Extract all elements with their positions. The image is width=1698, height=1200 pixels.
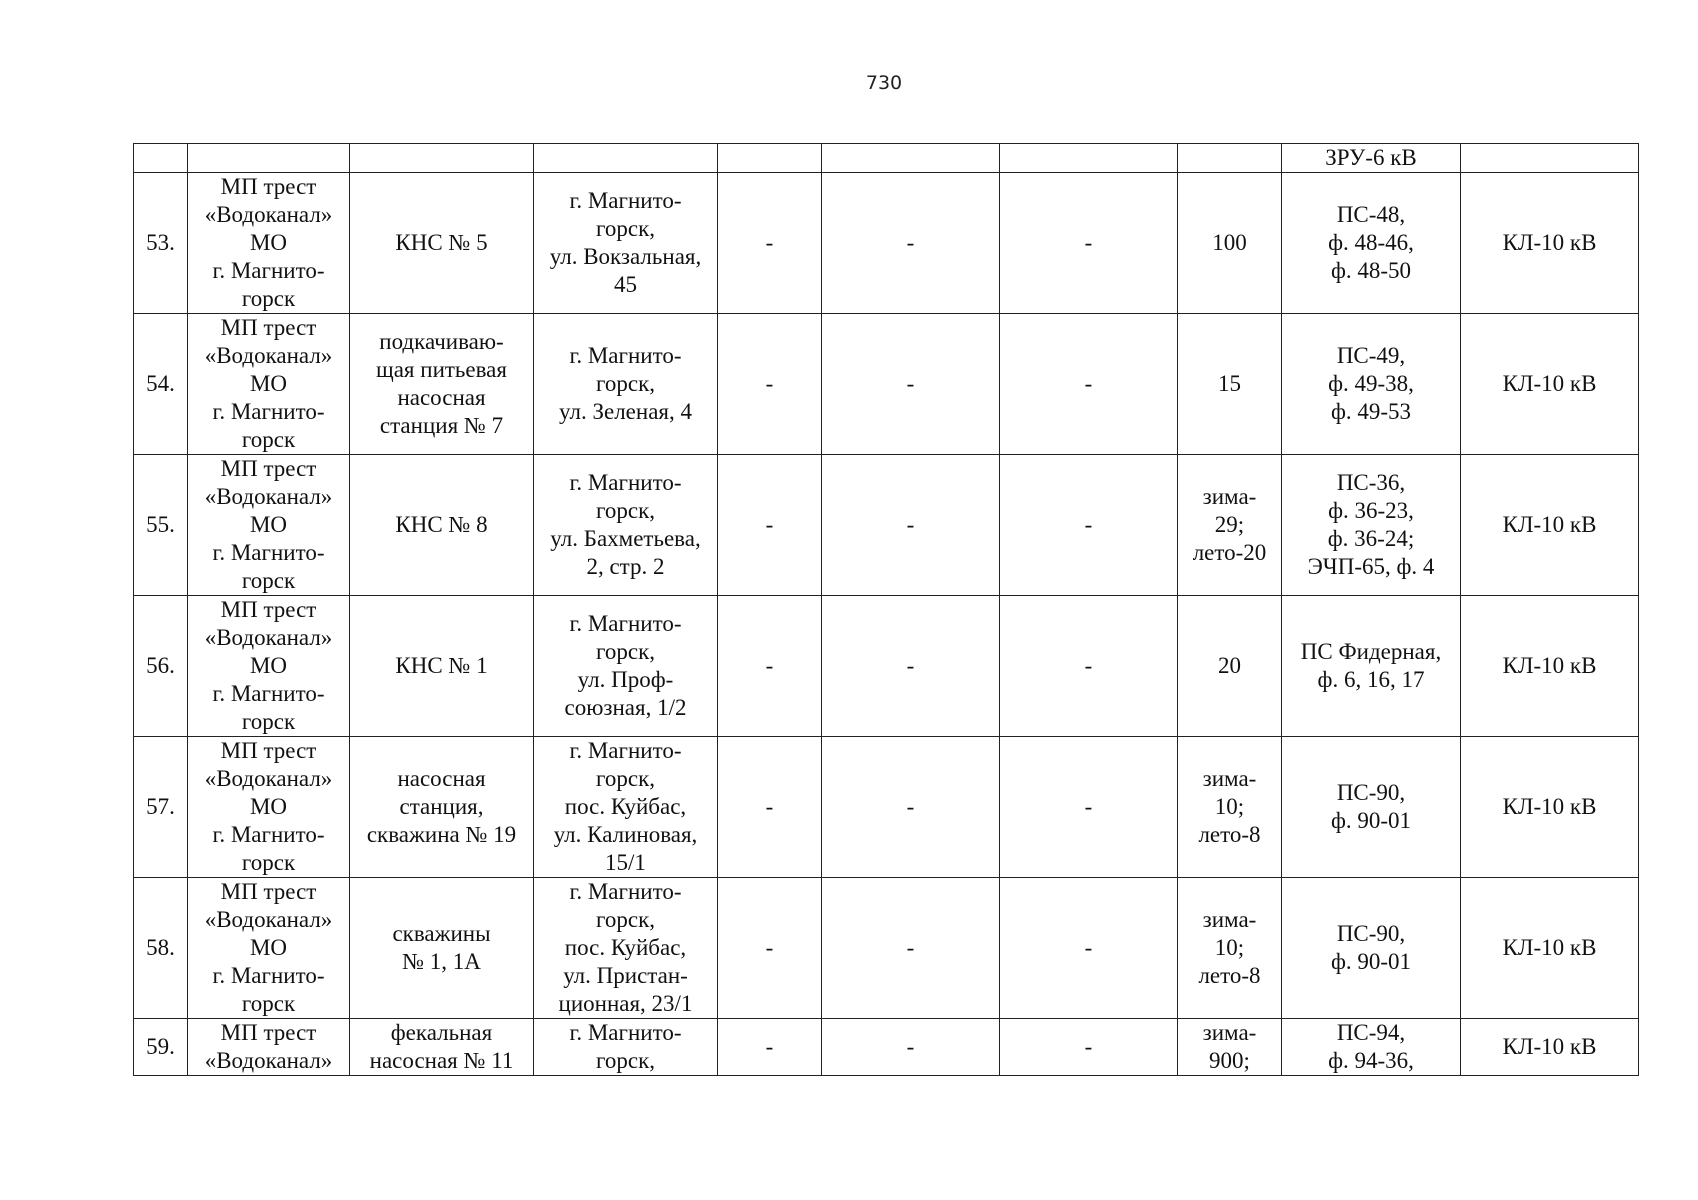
dash-cell: -: [718, 737, 822, 878]
dash-cell: -: [1000, 596, 1178, 737]
source-cell: ПС-36, ф. 36-23, ф. 36-24; ЭЧП-65, ф. 4: [1282, 455, 1461, 596]
address-cell: г. Магнито- горск, ул. Проф- союзная, 1/2: [534, 596, 718, 737]
power-cell: зима- 10; лето-8: [1178, 737, 1282, 878]
table-row: [134, 455, 1639, 596]
dash-cell: -: [718, 314, 822, 455]
dash-cell: -: [718, 173, 822, 314]
dash-cell: -: [1000, 878, 1178, 1019]
line-cell: КЛ-10 кВ: [1461, 1019, 1639, 1076]
owner-cell: МП трест «Водоканал» МО г. Магнито- горск: [188, 878, 350, 1019]
page-number: 730: [865, 72, 903, 94]
row-number: 58.: [134, 878, 188, 1019]
source-cell: ПС Фидерная, ф. 6, 16, 17: [1282, 596, 1461, 737]
continuation-row: [134, 144, 1639, 173]
address-cell: г. Магнито- горск, ул. Вокзальная, 45: [534, 173, 718, 314]
table-cell: [350, 144, 534, 173]
line-cell: КЛ-10 кВ: [1461, 737, 1639, 878]
row-number: 56.: [134, 596, 188, 737]
object-cell: подкачиваю- щая питьевая насосная станция № 7: [350, 314, 534, 455]
object-cell: фекальная насосная № 11: [350, 1019, 534, 1076]
dash-cell: -: [1000, 455, 1178, 596]
power-cell: 100: [1178, 173, 1282, 314]
owner-cell: МП трест «Водоканал» МО г. Магнито- горск: [188, 314, 350, 455]
dash-cell: -: [1000, 173, 1178, 314]
dash-cell: -: [1000, 1019, 1178, 1076]
power-cell: зима- 900;: [1178, 1019, 1282, 1076]
object-cell: КНС № 1: [350, 596, 534, 737]
table-cell: [822, 144, 1000, 173]
object-cell: КНС № 8: [350, 455, 534, 596]
power-cell: 20: [1178, 596, 1282, 737]
table-row: [134, 173, 1639, 314]
object-cell: КНС № 5: [350, 173, 534, 314]
address-cell: г. Магнито- горск, пос. Куйбас, ул. Пристан- ционная, 23/1: [534, 878, 718, 1019]
source-cell: ПС-48, ф. 48-46, ф. 48-50: [1282, 173, 1461, 314]
table-cell: [1178, 144, 1282, 173]
address-cell: г. Магнито- горск, пос. Куйбас, ул. Калиновая, 15/1: [534, 737, 718, 878]
dash-cell: -: [718, 878, 822, 1019]
owner-cell: МП трест «Водоканал» МО г. Магнито- горск: [188, 455, 350, 596]
owner-cell: МП трест «Водоканал»: [188, 1019, 350, 1076]
dash-cell: -: [718, 596, 822, 737]
power-cell: зима- 29; лето-20: [1178, 455, 1282, 596]
table-row: [134, 737, 1639, 878]
table-cell: [188, 144, 350, 173]
table-row: [134, 878, 1639, 1019]
row-number: 57.: [134, 737, 188, 878]
table-row: [134, 314, 1639, 455]
owner-cell: МП трест «Водоканал» МО г. Магнито- горск: [188, 173, 350, 314]
owner-cell: МП трест «Водоканал» МО г. Магнито- горск: [188, 596, 350, 737]
dash-cell: -: [822, 737, 1000, 878]
source-cell: ПС-90, ф. 90-01: [1282, 878, 1461, 1019]
dash-cell: -: [1000, 314, 1178, 455]
table-cell: [1000, 144, 1178, 173]
address-cell: г. Магнито- горск, ул. Зеленая, 4: [534, 314, 718, 455]
row-number: 53.: [134, 173, 188, 314]
row-number: 55.: [134, 455, 188, 596]
row-number: 59.: [134, 1019, 188, 1076]
address-cell: г. Магнито- горск, ул. Бахметьева, 2, стр. 2: [534, 455, 718, 596]
address-cell: г. Магнито- горск,: [534, 1019, 718, 1076]
source-cell: ПС-90, ф. 90-01: [1282, 737, 1461, 878]
table-cell: [134, 144, 188, 173]
line-cell: КЛ-10 кВ: [1461, 878, 1639, 1019]
table-row: [134, 1019, 1639, 1076]
dash-cell: -: [822, 1019, 1000, 1076]
power-cell: 15: [1178, 314, 1282, 455]
line-cell: КЛ-10 кВ: [1461, 173, 1639, 314]
dash-cell: -: [718, 455, 822, 596]
dash-cell: -: [822, 596, 1000, 737]
line-cell: КЛ-10 кВ: [1461, 455, 1639, 596]
dash-cell: -: [1000, 737, 1178, 878]
owner-cell: МП трест «Водоканал» МО г. Магнито- горск: [188, 737, 350, 878]
object-cell: скважины № 1, 1А: [350, 878, 534, 1019]
table-cell: ЗРУ-6 кВ: [1282, 144, 1461, 173]
source-cell: ПС-94, ф. 94-36,: [1282, 1019, 1461, 1076]
table-cell: [534, 144, 718, 173]
line-cell: КЛ-10 кВ: [1461, 314, 1639, 455]
dash-cell: -: [822, 455, 1000, 596]
dash-cell: -: [822, 878, 1000, 1019]
dash-cell: -: [822, 314, 1000, 455]
facilities-table: [133, 143, 1639, 1076]
dash-cell: -: [718, 1019, 822, 1076]
power-cell: зима- 10; лето-8: [1178, 878, 1282, 1019]
table-row: [134, 596, 1639, 737]
table-cell: [1461, 144, 1639, 173]
object-cell: насосная станция, скважина № 19: [350, 737, 534, 878]
line-cell: КЛ-10 кВ: [1461, 596, 1639, 737]
row-number: 54.: [134, 314, 188, 455]
table-cell: [718, 144, 822, 173]
dash-cell: -: [822, 173, 1000, 314]
source-cell: ПС-49, ф. 49-38, ф. 49-53: [1282, 314, 1461, 455]
